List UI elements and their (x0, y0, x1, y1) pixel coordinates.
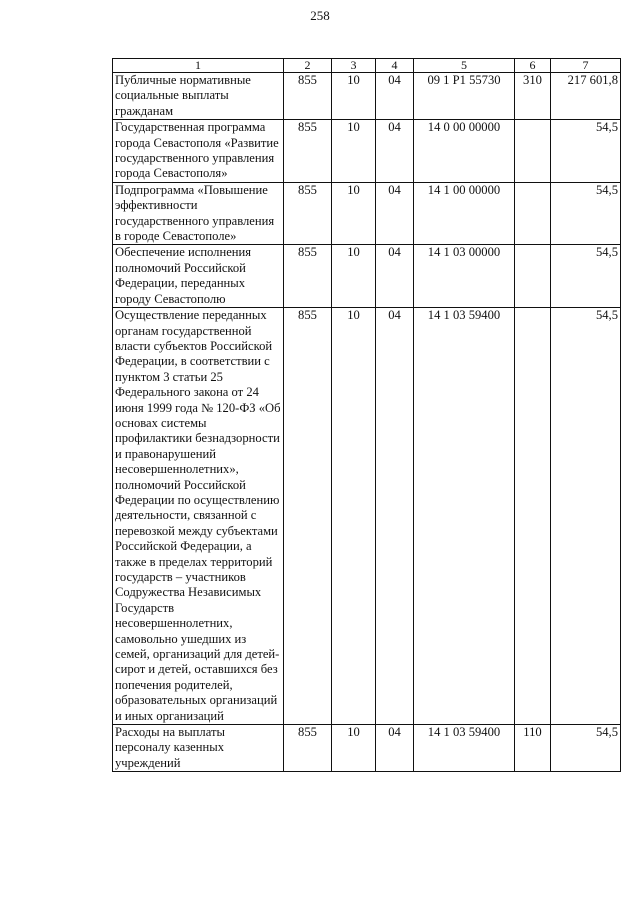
table-header-row (113, 59, 621, 73)
amount-cell: 54,5 (551, 120, 621, 183)
table-row (113, 120, 621, 183)
ministry-code-cell: 855 (284, 245, 332, 308)
subsection-code-cell: 04 (376, 245, 414, 308)
amount-cell: 54,5 (551, 182, 621, 245)
ministry-code-cell: 855 (284, 120, 332, 183)
amount-cell: 54,5 (551, 725, 621, 772)
section-code-cell: 10 (332, 182, 376, 245)
budget-table (112, 58, 621, 772)
subsection-code-cell: 04 (376, 120, 414, 183)
row-name-cell: Подпрограмма «Повышение эффективности государственного управления в городе Севастополе» (113, 182, 284, 245)
table-row (113, 73, 621, 120)
page-number: 258 (310, 8, 330, 23)
row-name-cell: Обеспечение исполнения полномочий Российской Федерации, переданных городу Севастополю (113, 245, 284, 308)
ministry-code-cell: 855 (284, 725, 332, 772)
row-name-cell: Публичные нормативные социальные выплаты гражданам (113, 73, 284, 120)
section-code-cell: 10 (332, 73, 376, 120)
expense-type-cell (515, 245, 551, 308)
subsection-code-cell: 04 (376, 73, 414, 120)
table-row (113, 245, 621, 308)
target-article-cell: 14 1 03 59400 (414, 308, 515, 725)
amount-cell: 54,5 (551, 308, 621, 725)
amount-cell: 217 601,8 (551, 73, 621, 120)
header-cell-5: 5 (414, 59, 515, 73)
expense-type-cell: 310 (515, 73, 551, 120)
expense-type-cell (515, 308, 551, 725)
target-article-cell: 14 1 03 00000 (414, 245, 515, 308)
table-row (113, 308, 621, 725)
subsection-code-cell: 04 (376, 725, 414, 772)
header-cell-4: 4 (376, 59, 414, 73)
table-row (113, 182, 621, 245)
subsection-code-cell: 04 (376, 182, 414, 245)
target-article-cell: 14 1 00 00000 (414, 182, 515, 245)
header-cell-7: 7 (551, 59, 621, 73)
row-name-cell: Расходы на выплаты персоналу казенных учреждений (113, 725, 284, 772)
target-article-cell: 14 0 00 00000 (414, 120, 515, 183)
row-name-cell: Осуществление переданных органам государственной власти субъектов Российской Федерации, в соответствии с пунктом 3 статьи 25 Федерального закона от 24 июня 1999 года № 120-ФЗ «Об основах системы профилактики безнадзорности и правонарушений несовершеннолетних», полномочий Российской Федерации по осуществлению деятельности, связанной с перевозкой между субъектами Российской Федерации, а также в пределах территорий государств – участников Содружества Независимых Государств несовершеннолетних, самовольно ушедших из семей, организаций для детей-сирот и детей, оставшихся без попечения родителей, образовательных организаций и иных организаций (113, 308, 284, 725)
table-row (113, 725, 621, 772)
amount-cell: 54,5 (551, 245, 621, 308)
expense-type-cell: 110 (515, 725, 551, 772)
header-cell-2: 2 (284, 59, 332, 73)
ministry-code-cell: 855 (284, 73, 332, 120)
section-code-cell: 10 (332, 245, 376, 308)
ministry-code-cell: 855 (284, 308, 332, 725)
expense-type-cell (515, 182, 551, 245)
header-cell-6: 6 (515, 59, 551, 73)
ministry-code-cell: 855 (284, 182, 332, 245)
header-cell-1: 1 (113, 59, 284, 73)
header-cell-3: 3 (332, 59, 376, 73)
target-article-cell: 09 1 P1 55730 (414, 73, 515, 120)
section-code-cell: 10 (332, 120, 376, 183)
section-code-cell: 10 (332, 308, 376, 725)
row-name-cell: Государственная программа города Севастополя «Развитие государственного управления города Севастополя» (113, 120, 284, 183)
subsection-code-cell: 04 (376, 308, 414, 725)
target-article-cell: 14 1 03 59400 (414, 725, 515, 772)
expense-type-cell (515, 120, 551, 183)
section-code-cell: 10 (332, 725, 376, 772)
